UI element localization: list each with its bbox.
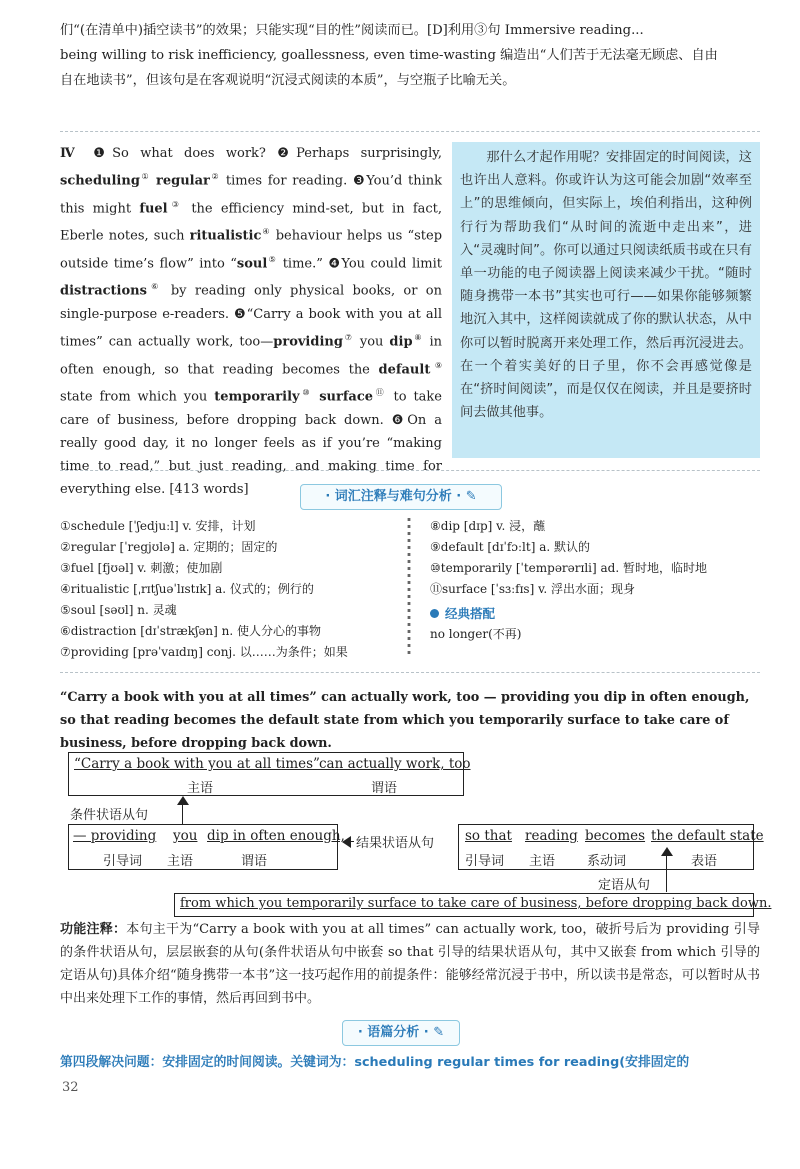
vocab-surface: surface — [319, 389, 374, 405]
top-line-3: 自在地读书”，但该句是在客观说明“沉浸式阅读的本质”，与空瓶子比喻无关。 — [60, 73, 516, 88]
sentence-3c: behaviour helps us “step outside time’s flow” into “ — [60, 228, 443, 272]
note-5: ⑤ — [267, 254, 278, 264]
vocab-scheduling: scheduling — [60, 173, 140, 189]
result-predicative: the default state — [651, 828, 764, 844]
discourse-text: 第四段解决问题：安排固定的时间阅读。关键词为：scheduling regular times for reading(安排固定的 — [60, 1055, 690, 1070]
result-intro: so that — [465, 828, 512, 844]
note-7: ⑦ — [342, 333, 354, 343]
cond-intro: — providing — [73, 828, 157, 844]
note-3: ③ — [167, 199, 184, 209]
note-2: ② — [209, 172, 221, 182]
collocation-heading — [430, 603, 760, 624]
vocab-item: ③fuel [fjʊəl] v. 刺激；使加剧 — [60, 561, 223, 575]
label-subject-3: 主语 — [529, 854, 556, 869]
pen-icon: ✎ — [465, 489, 477, 504]
sentence-1: ❶So what does work? — [93, 146, 266, 161]
note-10: ⑩ — [299, 388, 313, 398]
sentence-3b: the efficiency mind-set, but in fact, Eberle notes, such — [60, 201, 443, 244]
note-4: ④ — [261, 227, 271, 237]
label-intro: 引导词 — [103, 854, 143, 869]
bullet-icon — [430, 609, 439, 618]
label-intro-3: 引导词 — [465, 854, 505, 869]
note-6: ⑥ — [146, 282, 163, 292]
function-note — [60, 918, 760, 1010]
top-line-1: 们“(在清单中)插空读书”的效果；只能实现“目的性”阅读而已。[D]利用③句 Immersive reading... — [60, 23, 644, 38]
arrow-head-3 — [661, 847, 673, 856]
attributive-text: from which you temporarily surface to take care of business, before dropping back down. — [180, 896, 772, 911]
translation-text: 那什么才起作用呢？安排固定的时间阅读，这也许出人意料。你或许认为这可能会加剧“效率至上”的思维倾向，但实际上，埃伯利指出，这种例行行为帮助我们“从时间的流逝中走出来”，进入“灵魂时间”。你可以通过只阅读纸质书或在只有单一功能的电子阅读器上阅读来减少干扰。“随时随身携带一本书”其实也可行——如果你能够频繁地沉入其中，这样阅读就成了你的默认状态，从中你可以暂时脱离开来处理工作，然后再沉浸进去。在一个着实美好的日子里，你不会再感觉像是在“挤时间阅读”，而是仅仅在阅读，并且是要挤时间去做其他事。 — [460, 150, 752, 421]
vocab-item: ⑤soul [səʊl] n. 灵魂 — [60, 603, 177, 617]
vocab-fuel: fuel — [139, 201, 168, 217]
arrow-line-2 — [350, 841, 354, 842]
result-link-verb: becomes — [585, 828, 646, 844]
divider-mid — [60, 470, 760, 471]
sentence-3a: ❸You’d think this might — [60, 173, 443, 217]
sentence-6: ❻On a really good day, it no longer feels as if you’re “making time to read,” but just reading, and making time for everything else. — [60, 412, 442, 498]
arrow-head-2 — [342, 836, 351, 848]
divider-vocab — [60, 672, 760, 673]
pen-icon: ✎ — [433, 1025, 445, 1040]
sentence-5a: ❺“Carry a book with you at all times” can actually work, too— — [60, 306, 442, 350]
sentence-5c: in often enough, so that reading becomes the — [60, 334, 443, 377]
vocab-providing: providing — [273, 334, 343, 350]
sentence-5d: state from which you — [60, 389, 208, 405]
discourse-section-title — [342, 1020, 460, 1046]
analysis-sentence: “Carry a book with you at all times” can actually work, too — providing you dip in often enough, so that reading becomes the default state from which you temporarily surface to take care of business, before dropping back down. — [60, 690, 750, 751]
sentence-5e: to take care of business, before dropping back down. — [60, 389, 442, 428]
top-line-2: being willing to risk inefficiency, goallessness, even time-wasting 编造出“人们苦于无法毫无顾虑、自由 — [60, 48, 718, 63]
vocab-item: ⑩temporarily [ˈtempərərɪli] ad. 暂时地，临时地 — [430, 561, 707, 575]
chain-divider — [402, 518, 416, 658]
result-clause-box — [458, 824, 764, 870]
label-subject: 主语 — [187, 781, 214, 796]
vocab-distractions: distractions — [60, 283, 147, 299]
sentence-4b: by reading only physical books, or on single-purpose e-readers. — [60, 283, 443, 322]
vocab-item: ⑥distraction [dɪˈstrækʃən] n. 使人分心的事物 — [60, 624, 322, 638]
condition-clause-box — [68, 824, 345, 870]
collocation-title: 经典搭配 — [445, 606, 496, 621]
result-subject: reading — [525, 828, 578, 844]
vocab-list-right — [430, 516, 760, 645]
vocab-item: ④ritualistic [ˌrɪtʃuəˈlɪstɪk] a. 仪式的；例行的 — [60, 582, 314, 596]
label-predicative-3: 表语 — [691, 854, 718, 869]
sentence-diagram — [60, 752, 772, 917]
main-clause-box — [68, 752, 471, 796]
vocab-list-left — [60, 516, 400, 663]
label-subject-2: 主语 — [167, 854, 194, 869]
vocab-soul: soul — [236, 256, 268, 272]
vocab-item: ⑦providing [prəˈvaɪdɪŋ] conj. 以……为条件；如果 — [60, 645, 348, 659]
vocab-section-title — [300, 484, 502, 510]
function-label: 功能注释： — [60, 922, 127, 937]
note-8: ⑧ — [412, 333, 424, 343]
function-text: 本句主干为“Carry a book with you at all times” can actually work, too，破折号后为 providing 引导的条件状语从句，层层嵌套的从句(条件状语从句中嵌套 so that 引导的结果状语从句，其中又嵌套 from which 引导的定语从句)具体介绍“随身携带一本书”这一技巧起作用的前提条件：能够经常沉浸于书中，所以读书是常态，可以暂时从书中出来处理下工作的事情，然后再回到书中。 — [60, 922, 760, 1006]
vocab-title-text: · 词汇注释与难句分析 · — [325, 489, 462, 504]
label-predicate-2: 谓语 — [241, 854, 268, 869]
vocab-dip: dip — [389, 334, 413, 350]
note-11: ⑪ — [373, 388, 387, 398]
divider-top — [60, 131, 760, 132]
translation-box — [452, 142, 760, 458]
cond-subject: you — [173, 828, 198, 844]
label-result: 结果状语从句 — [356, 836, 435, 851]
page-number: 32 — [62, 1080, 79, 1095]
note-9: ⑨ — [430, 360, 443, 370]
vocab-item: ⑧dip [dɪp] v. 浸，蘸 — [430, 519, 546, 533]
sentence-5b: you — [359, 334, 384, 350]
vocab-regular: regular — [155, 173, 210, 189]
vocab-item: ⑨default [dɪˈfɔːlt] a. 默认的 — [430, 540, 590, 554]
vocab-ritualistic: ritualistic — [189, 228, 262, 244]
sentence-3d: time.” — [282, 256, 323, 272]
vocab-temporarily: temporarily — [214, 389, 300, 405]
vocab-item: ⑪surface [ˈsɜːfɪs] v. 浮出水面；现身 — [430, 582, 636, 596]
main-subject: “Carry a book with you at all times” — [74, 756, 320, 772]
section-mark: Ⅳ — [60, 146, 82, 161]
arrow-head-1 — [177, 796, 189, 805]
sentence-4a: ❹You could limit — [328, 256, 443, 272]
word-count: [413 words] — [169, 482, 249, 498]
vocab-item: ①schedule [ˈʃedjuːl] v. 安排，计划 — [60, 519, 256, 533]
top-paragraph — [60, 18, 760, 93]
sentence-2b: times for reading. — [225, 173, 348, 189]
note-1: ① — [139, 172, 151, 182]
vocab-default: default — [378, 361, 431, 377]
label-link-3: 系动词 — [587, 854, 627, 869]
label-attributive: 定语从句 — [598, 878, 651, 893]
cond-predicate: dip in often enough, — [207, 828, 345, 844]
main-predicate: can actually work, too — [319, 756, 471, 772]
attributive-clause-box — [174, 893, 772, 917]
label-condition: 条件状语从句 — [70, 808, 149, 823]
arrow-line-3 — [666, 850, 667, 892]
vocab-item: ②regular [ˈregjʊlə] a. 定期的；固定的 — [60, 540, 278, 554]
label-predicate: 谓语 — [371, 781, 398, 796]
collocation-item: no longer(不再) — [430, 627, 522, 641]
discourse-title-text: · 语篇分析 · — [357, 1025, 429, 1040]
sentence-2a: ❷Perhaps surprisingly, — [277, 146, 442, 161]
english-passage — [60, 142, 442, 501]
